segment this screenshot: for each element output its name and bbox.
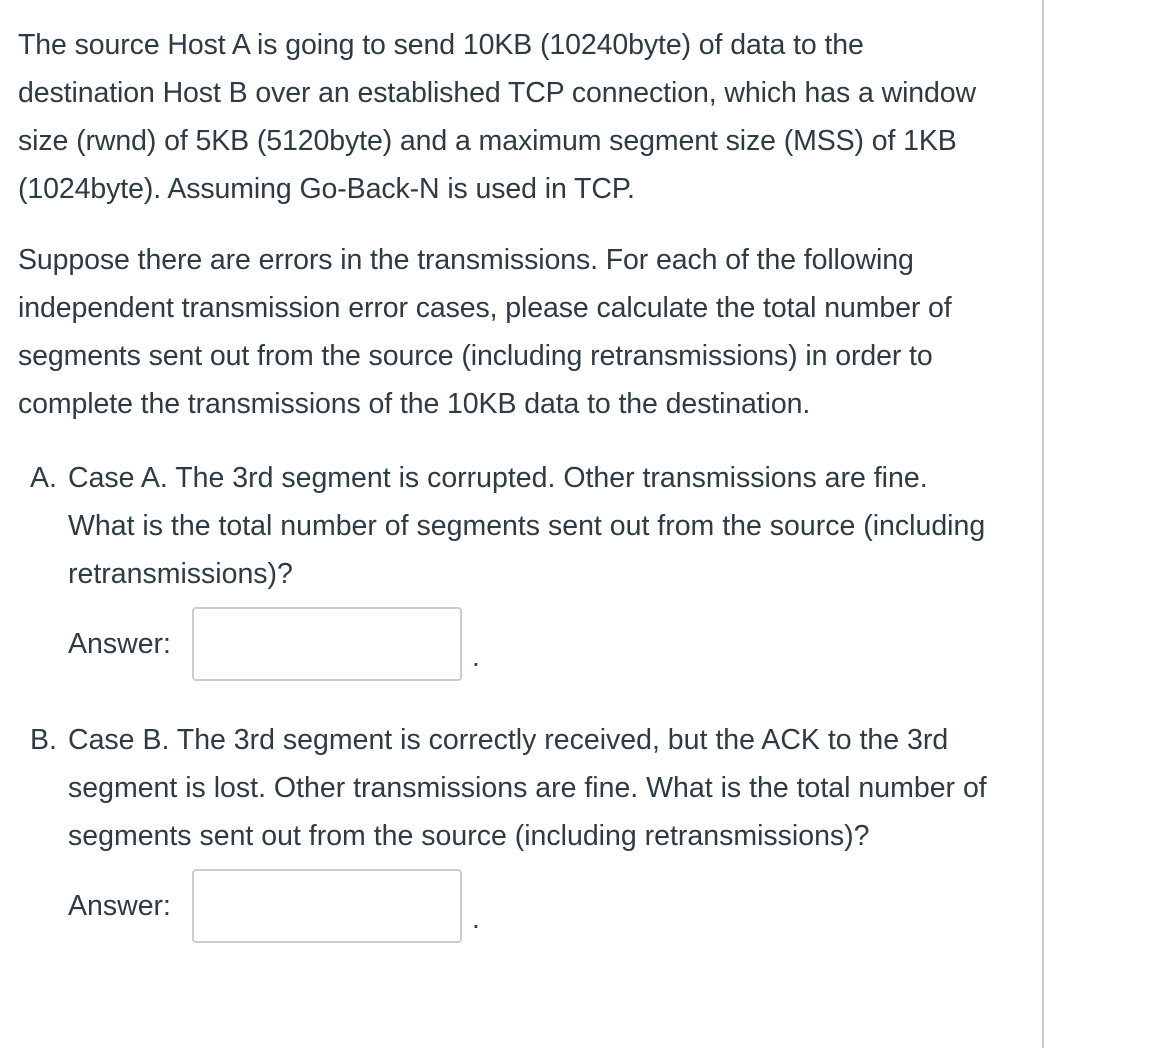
case-a-answer-row bbox=[68, 604, 998, 684]
question-instructions: Suppose there are errors in the transmissions. For each of the following independent transmission error cases, please calculate the total number of segments sent out from the source (including retransmissions) in order to complete the transmissions of the 10KB data to the destination. bbox=[18, 244, 952, 420]
case-a-text: Case A. The 3rd segment is corrupted. Other transmissions are fine. What is the total number of segments sent out from the source (including retransmissions)? bbox=[68, 462, 986, 590]
case-a-answer-label: Answer: bbox=[68, 628, 171, 660]
case-a-answer-dot: . bbox=[472, 641, 480, 672]
case-b-marker: B. bbox=[30, 724, 57, 756]
case-b-answer-input[interactable] bbox=[192, 869, 462, 943]
question-body bbox=[18, 21, 1018, 946]
case-b-text: Case B. The 3rd segment is correctly received, but the ACK to the 3rd segment is lost. Other transmissions are fine. What is the total number of segments sent out from the source (including retransmissions)? bbox=[68, 724, 987, 852]
question-intro: The source Host A is going to send 10KB (10240byte) of data to the destination Host B over an established TCP connection, which has a window size (rwnd) of 5KB (5120byte) and a maximum segment size (MSS) of 1KB (1024byte). Assuming Go-Back-N is used in TCP. bbox=[18, 29, 977, 205]
case-a bbox=[18, 454, 998, 684]
case-a-marker: A. bbox=[30, 462, 57, 494]
panel-right-border bbox=[1042, 0, 1044, 1048]
case-list bbox=[18, 454, 1018, 946]
case-b-answer-row bbox=[68, 866, 998, 946]
case-a-answer-input[interactable] bbox=[192, 607, 462, 681]
case-b-answer-label: Answer: bbox=[68, 890, 171, 922]
case-b bbox=[18, 716, 998, 946]
case-b-answer-dot: . bbox=[472, 903, 480, 934]
